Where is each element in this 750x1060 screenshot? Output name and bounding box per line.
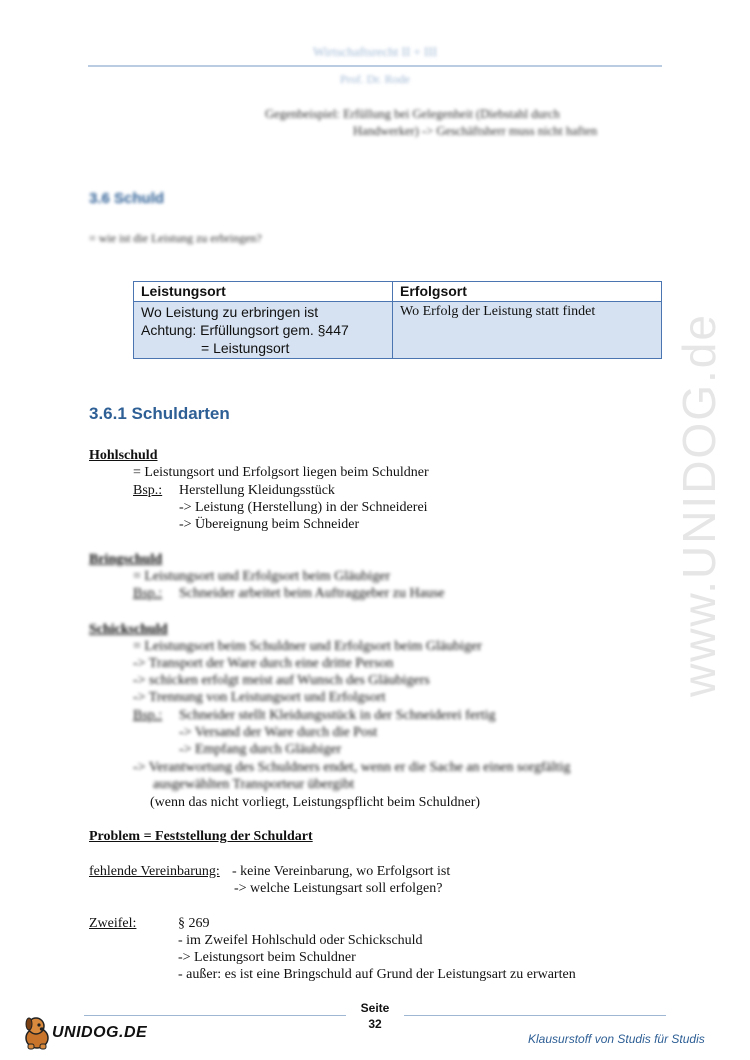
zweifel-line-1: § 269 (178, 916, 210, 931)
hohlschuld-bsp-label: Bsp.: (133, 483, 163, 498)
zweifel-line-3: -> Leistungsort beim Schuldner (178, 950, 356, 965)
watermark-text: www.UNIDOG.de (673, 313, 725, 697)
table-row (134, 302, 662, 359)
hohlschuld-bsp-line-2: -> Leistung (Herstellung) in der Schneiderei (179, 500, 428, 515)
professor-name: Prof. Dr. Rode (340, 72, 410, 86)
hohlschuld-title: Hohlschuld (89, 448, 158, 463)
page-number-block (340, 1000, 410, 1032)
hohlschuld-bsp-text: Herstellung Kleidungsstück (179, 483, 335, 498)
table-header-row (134, 282, 662, 302)
cell-line: Wo Erfolg der Leistung statt findet (400, 304, 596, 319)
section-question: = wie ist die Leistung zu erbringen? (89, 231, 262, 245)
schickschuld-line-7: (wenn das nicht vorliegt, Leistungspflicht beim Schuldner) (150, 795, 481, 810)
dog-mascot-icon (20, 1012, 54, 1052)
footer-slogan: Klausurstoff von Studis für Studis (528, 1032, 705, 1046)
table-header-leistungsort: Leistungsort (134, 282, 393, 302)
section-heading-3-6-1: 3.6.1 Schuldarten (89, 404, 230, 423)
header-divider (88, 65, 662, 67)
vereinbarung-line-2: -> welche Leistungsart soll erfolgen? (234, 881, 443, 896)
bringschuld-title: Bringschuld (89, 552, 163, 567)
counterexample-line-2: Handwerker) -> Geschäftsherr muss nicht haften (353, 124, 598, 138)
schickschuld-line-5: -> Verantwortung des Schuldners endet, wenn er die Sache an einen sorgfältig (133, 760, 571, 775)
problem-heading: Problem = Feststellung der Schuldart (89, 829, 313, 844)
leistungsort-table (133, 281, 662, 359)
zweifel-label: Zweifel: (89, 916, 137, 931)
table-cell-erfolgsort (393, 302, 662, 359)
vereinbarung-line-1: - keine Vereinbarung, wo Erfolgsort ist (232, 864, 451, 879)
watermark (669, 280, 729, 730)
schickschuld-bsp-line-2: -> Versand der Ware durch die Post (179, 725, 378, 740)
footer-divider-left (84, 1015, 346, 1016)
counterexample (265, 106, 650, 140)
table-header-erfolgsort: Erfolgsort (393, 282, 662, 302)
hohlschuld-bsp-line-3: -> Übereignung beim Schneider (179, 517, 360, 532)
hohlschuld-definition: = Leistungsort und Erfolgsort liegen beim Schuldner (133, 465, 429, 480)
schickschuld-line-4: -> Trennung von Leistungsort und Erfolgsort (133, 690, 386, 705)
course-title: Wirtschaftsrecht II + III (312, 44, 438, 59)
counterexample-line-1: Gegenbeispiel: Erfüllung bei Gelegenheit (Diebstahl durch (265, 107, 560, 121)
zweifel-line-4: - außer: es ist eine Bringschuld auf Grund der Leistungsart zu erwarten (178, 967, 576, 982)
cell-line: Achtung: Erfüllungsort gem. §447 (141, 322, 349, 338)
cell-line: Wo Leistung zu erbringen ist (141, 304, 319, 320)
schickschuld-bsp-text: Schneider stellt Kleidungsstück in der Schneiderei fertig (179, 708, 496, 723)
page-label: Seite (360, 1001, 390, 1015)
table-cell-leistungsort (134, 302, 393, 359)
schickschuld-line-1: = Leistungsort beim Schuldner und Erfolgsort beim Gläubiger (133, 639, 482, 654)
schickschuld-line-3: -> schicken erfolgt meist auf Wunsch des Gläubigers (133, 673, 430, 688)
bringschuld-bsp-text: Schneider arbeitet beim Auftraggeber zu Hause (179, 586, 445, 601)
footer-divider-right (404, 1015, 666, 1016)
section-heading-3-6: 3.6 Schuld (89, 190, 165, 207)
schickschuld-bsp-label: Bsp.: (133, 708, 163, 723)
page-number: 32 (368, 1017, 382, 1031)
cell-line: = Leistungsort (201, 340, 290, 356)
unidog-logo-text: UNIDOG.DE (52, 1024, 148, 1041)
schickschuld-bsp-line-3: -> Empfang durch Gläubiger (179, 742, 342, 757)
schickschuld-line-2: -> Transport der Ware durch eine dritte Person (133, 656, 394, 671)
zweifel-line-2: - im Zweifel Hohlschuld oder Schickschuld (178, 933, 423, 948)
vereinbarung-label: fehlende Vereinbarung: (89, 864, 220, 879)
schickschuld-title: Schickschuld (89, 622, 168, 637)
schickschuld-line-6: ausgewählten Transporteur übergibt (153, 777, 355, 792)
bringschuld-definition: = Leistungsort und Erfolgsort beim Gläubiger (133, 569, 391, 584)
bringschuld-bsp-label: Bsp.: (133, 586, 163, 601)
